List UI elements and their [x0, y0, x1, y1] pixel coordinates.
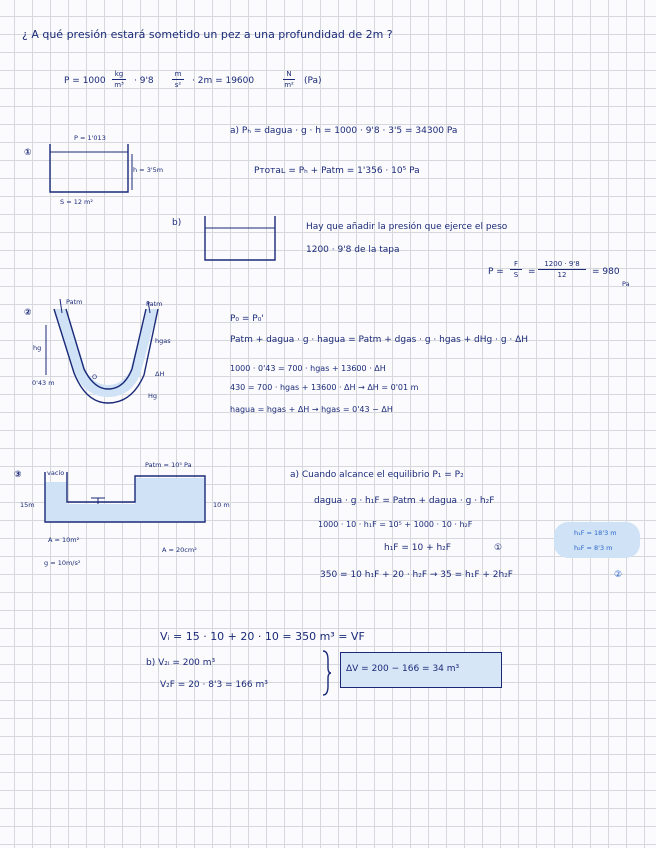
p1-b-frac-fs-num: F	[513, 260, 519, 268]
p1-b-frac-val-num: 1200 · 9'8	[544, 260, 580, 268]
intro-frac-nm-num: N	[286, 70, 292, 78]
problem-3-number: ③	[14, 470, 22, 480]
u-tube-hg-left: hg	[33, 344, 42, 352]
tank3-height-left: 15m	[20, 501, 35, 509]
intro-frac-kg-num: kg	[114, 70, 124, 78]
intro-frac-ms-num: m	[174, 70, 182, 78]
p3-result-h1: h₁F = 18'3 m	[574, 529, 617, 537]
p2-line3: 1000 · 0'43 = 700 · hgas + 13600 · ΔH	[230, 364, 386, 373]
p1-b-frac-fs	[510, 260, 522, 279]
tank3-gravity: g = 10m/s²	[44, 559, 81, 567]
tank3-area-left: A = 10m²	[48, 536, 80, 544]
u-tube-patm-left: Patm	[66, 298, 83, 306]
p1-b-eq-mid: =	[528, 267, 536, 277]
p3-volume-line: Vᵢ = 15 · 10 + 20 · 10 = 350 m³ = VF	[160, 630, 365, 643]
intro-frac-kg-den: m³	[114, 81, 124, 89]
tank3-vacio-label: vacío	[47, 469, 65, 477]
p3-a-line4: h₁F = 10 + h₂F	[384, 543, 451, 553]
intro-eq-start: P = 1000	[64, 76, 106, 86]
p3-b-line1: b) V₂ᵢ = 200 m³	[146, 658, 216, 668]
tank1-diagram	[50, 144, 140, 204]
intro-eq-mid: · 9'8	[134, 76, 154, 86]
p1-a-line1: a) Pₕ = dagua · g · h = 1000 · 9'8 · 3'5 = 34300 Pa	[230, 126, 458, 136]
tank3-height-right: 10 m	[213, 501, 230, 509]
intro-frac-ms	[172, 70, 184, 89]
p2-line2: Patm + dagua · g · hagua = Patm + dgas · g · hgas + dHg · g · ΔH	[230, 335, 529, 345]
p3-a-eq2-marker: ②	[614, 570, 623, 580]
p1-b-text2: 1200 · 9'8 de la tapa	[306, 245, 400, 255]
p3-a-line1: a) Cuando alcance el equilibrio P₁ = P₂	[290, 470, 464, 480]
tank3-connector-water	[67, 504, 135, 522]
p2-line1: P₀ = P₀'	[230, 314, 264, 324]
u-tube-patm-right: Patm	[146, 300, 163, 308]
u-tube-point: O	[92, 373, 98, 381]
p3-a-line2: dagua · g · h₁F = Patm + dagua · g · h₂F	[314, 496, 495, 506]
u-tube-hg-bottom: Hg	[148, 392, 158, 400]
p1-b-label: b)	[172, 218, 182, 228]
p1-b-eq-left: P =	[488, 267, 504, 277]
p3-a-line3: 1000 · 10 · h₁F = 10⁵ + 1000 · 10 · h₂F	[318, 520, 473, 529]
intro-unit: (Pa)	[304, 76, 322, 86]
u-tube-length: 0'43 m	[32, 379, 55, 387]
intro-frac-kg	[112, 70, 126, 89]
tank1-area-label: S = 12 m²	[60, 198, 93, 206]
tank1-walls	[50, 144, 128, 192]
p1-b-eq-right: = 980	[592, 267, 620, 277]
tank3-valve	[91, 498, 105, 504]
p3-b-line2: V₂F = 20 · 8'3 = 166 m³	[160, 680, 268, 690]
p3-brace	[322, 650, 332, 696]
tank1-height-label: h = 3'5m	[133, 166, 164, 174]
intro-frac-nm	[283, 70, 295, 89]
p1-a-line2: Pтотаʟ = Pₕ + Patm = 1'356 · 10⁵ Pa	[254, 166, 420, 176]
p1-b-unit: Pa	[622, 280, 630, 288]
p3-result-h2: h₂F = 8'3 m	[574, 544, 613, 552]
p3-a-eq1-marker: ①	[494, 543, 503, 553]
u-tube-dh: ΔH	[155, 370, 165, 378]
intro-eq-mid2: · 2m = 19600	[192, 76, 255, 86]
p3-a-line5: 350 = 10 h₁F + 20 · h₂F → 35 = h₁F + 2h₂F	[320, 570, 513, 580]
p2-line5: hagua = hgas + ΔH → hgas = 0'43 − ΔH	[230, 405, 393, 414]
p1-b-frac-val	[538, 260, 586, 279]
tank1b-diagram	[205, 216, 285, 266]
tanks3-diagram	[45, 472, 215, 532]
p1-b-frac-val-den: 12	[557, 271, 567, 279]
problem-1-number: ①	[24, 148, 32, 158]
p3-answer-text: ΔV = 200 − 166 = 34 m³	[346, 664, 460, 674]
problem-2-number: ②	[24, 308, 32, 318]
p1-b-frac-fs-den: S	[513, 271, 519, 279]
tank3-right-water	[135, 478, 205, 522]
intro-frac-nm-den: m²	[284, 81, 294, 89]
problem-title: ¿ A qué presión estará sometido un pez a una profundidad de 2m ?	[22, 28, 393, 41]
u-tube-hgas: hgas	[155, 337, 171, 345]
intro-frac-ms-den: s²	[174, 81, 182, 89]
tank1-pressure-label: P = 1'013	[74, 134, 106, 142]
p2-line4: 430 = 700 · hgas + 13600 · ΔH → ΔH = 0'01 m	[230, 383, 419, 392]
tank1b-walls	[205, 216, 275, 260]
p1-b-text1: Hay que añadir la presión que ejerce el peso	[306, 222, 508, 232]
tank3-area-right: A = 20cm²	[162, 546, 197, 554]
tank3-patm-label: Patm = 10⁵ Pa	[145, 461, 192, 469]
tank3-left-water	[45, 482, 67, 522]
